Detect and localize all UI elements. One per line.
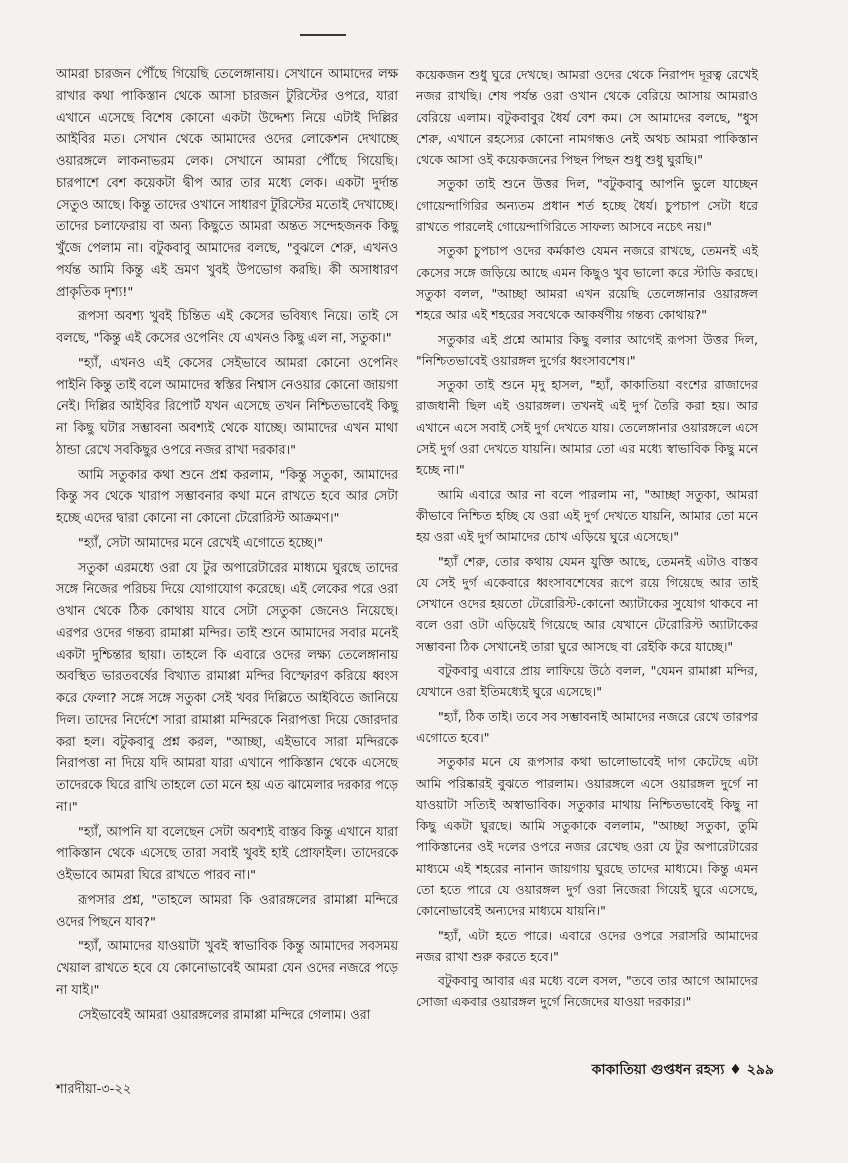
- paragraph: কয়েকজন শুধু ঘুরে দেখছে। আমরা ওদের থেকে নিরাপদ দূরত্ব রেখেই নজর রাখছি। শেষ পর্যন্ত ওরা ওখান থেকে বেরিয়ে আসায় আমরাও বেরিয়ে এলাম। বটুকবাবুর ধৈর্য বেশ কম। সে আমাদের বলছে, "ধুস শেরু, এখানে রহস্যের কোনো নামগন্ধও নেই অথচ আমরা পাকিস্তান থেকে আসা ওই কয়েকজনের পিছন পিছন শুধু শুধু ঘুরছি।": [416, 67, 758, 168]
- paragraph: আমি এবারে আর না বলে পারলাম না, "আচ্ছা সতুকা, আমরা কীভাবে নিশ্চিত হচ্ছি যে ওরা এই দুর্গ দেখতে যায়নি, আমার তো মনে হয় ওরা এই দুর্গ আমাদের চোখ এড়িয়ে ঘুরে এসেছে।": [416, 486, 758, 545]
- issue-label: শারদীয়া-৩-২২: [56, 1082, 132, 1097]
- paragraph: "হ্যাঁ, এখনও এই কেসের সেইভাবে আমরা কোনো ওপেনিং পাইনি কিন্তু তাই বলে আমাদের স্বস্তির নিশ্বাস নেওয়ার কোনো জায়গা নেই। দিল্লির আইবির রিপোর্ট যখন এসেছে তখন নিশ্চিতভাবেই কিছু না কিছু ঘটার সম্ভাবনা অবশ্যই থেকে যাচ্ছে। আমাদের এখন মাথা ঠান্ডা রেখে সবকিছুর ওপরে নজর রাখা দরকার।": [56, 355, 398, 458]
- paragraph: "হ্যাঁ, এটা হতে পারে। এবারে ওদের ওপরে সরাসরি আমাদের নজর রাখা শুরু করতে হবে।": [416, 927, 758, 964]
- paragraph: সতুকা তাই শুনে উত্তর দিল, "বটুকবাবু আপনি ভুলে যাচ্ছেন গোয়েন্দাগিরির অন্যতম প্রধান শর্ত হচ্ছে ধৈর্য। চুপচাপ সেটা ধরে রাখতে পারলেই গোয়েন্দাগিরিতে সাফল্য আসবে নচেৎ নয়।": [416, 176, 758, 235]
- paragraph: রূপসার প্রশ্ন, "তাহলে আমরা কি ওরারঙ্গলের রামাপ্পা মন্দিরে ওদের পিছনে যাব?": [56, 892, 398, 930]
- paragraph: সতুকার মনে যে রূপসার কথা ভালোভাবেই দাগ কেটেছে এটা আমি পরিষ্কারই বুঝতে পারলাম। ওয়ারঙ্গলে এসে ওয়ারঙ্গল দুর্গে না যাওয়াটা সত্যিই অস্বাভাবিক। সতুকার মাথায় নিশ্চিতভাবেই কিছু না কিছু একটা ঘুরছে। আমি সতুকাকে বললাম, "আচ্ছা সতুকা, তুমি পাকিস্তানের ওই দলের ওপরে নজর রেখেছ ওরা যে টুর অপারেটারের মাধ্যমে এই শহরের নানান জায়গায় ঘুরছে তাদের মাধ্যমে। কিন্তু এমন তো হতে পারে যে ওয়ারঙ্গল দুর্গ ওরা নিজেরা গিয়েই ঘুরে এসেছে, কোনোভাবেই অন্যদের মাধ্যমে যায়নি।": [416, 754, 758, 919]
- paragraph: আমি সতুকার কথা শুনে প্রশ্ন করলাম, "কিন্তু সতুকা, আমাদের কিন্তু সব থেকে খারাপ সম্ভাবনার কথা মনে রাখতে হবে আর সেটা হচ্ছে এদের দ্বারা কোনো না কোনো টেরোরিস্ট আক্রমণ।": [56, 467, 398, 526]
- paragraph: "হ্যাঁ, আপনি যা বলেছেন সেটা অবশ্যই বাস্তব কিন্তু এখানে যারা পাকিস্তান থেকে এসেছে তারা সবাই খুবই হাই প্রোফাইল। তাদেরকে ওইভাবে আমরা ঘিরে রাখতে পারব না।": [56, 824, 398, 883]
- paragraph: আমরা চারজন পৌঁছে গিয়েছি তেলেঙ্গানায়। সেখানে আমাদের লক্ষ রাখার কথা পাকিস্তান থেকে আসা চারজন টুরিস্টের ওপরে, যারা এখানে এসেছে বিশেষ কোনো একটা উদ্দেশ্য নিয়ে এটাই দিল্লির আইবির মত। সেখান থেকে আমাদের ওদের লোকেশন দেখাচ্ছে ওয়ারঙ্গলে লাকনাভরম লেক। সেখানে আমরা পৌঁছে গিয়েছি। চারপাশে বেশ কয়েকটা দ্বীপ আর তার মধ্যে লেক। একটা দুর্দান্ত সেতুও আছে। কিন্তু তাদের ওখানে সাধারণ টুরিস্টের মতোই দেখাচ্ছে। তাদের চলাফেরায় বা অন্য কিছুতে আমরা অন্তত সন্দেহজনক কিছু খুঁজে পেলাম না। বটুকবাবু আমাদের বলছে, "বুঝলে শেরু, এখনও পর্যন্ত আমি কিন্তু এই ভ্রমণ খুবই উপভোগ করছি। কী অসাধারণ প্রাকৃতিক দৃশ্য!": [56, 67, 398, 300]
- paragraph: বটুকবাবু এবারে প্রায় লাফিয়ে উঠে বলল, "যেমন রামাপ্পা মন্দির, যেখানে ওরা ইতিমধ্যেই ঘুরে এসেছে।": [416, 663, 758, 700]
- paragraph: সতুকা চুপচাপ ওদের কর্মকাণ্ড যেমন নজরে রাখছে, তেমনই এই কেসের সঙ্গে জড়িয়ে আছে এমন কিছুও খুব ভালো করে স্টাডি করছে। সতুকা বলল, "আচ্ছা আমরা এখন রয়েছি তেলেঙ্গানার ওয়ারঙ্গল শহরে আর এই শহরের সবথেকে আকর্ষণীয় গন্তব্য কোথায়?": [416, 243, 758, 323]
- left-column: [56, 64, 398, 1026]
- paragraph: সতুকা তাই শুনে মৃদু হাসল, "হ্যাঁ, কাকাতিয়া বংশের রাজাদের রাজধানী ছিল এই ওয়ারঙ্গল। তখনই এই দুর্গ তৈরি করা হয়। আর এখানে এসে সবাই সেই দুর্গ দেখতে যায়। তেলেঙ্গানার ওয়ারঙ্গলে এসে সেই দুর্গ ওরা দেখতে যায়নি। আমার তো এর মধ্যে স্বাভাবিক কিছু মনে হচ্ছে না।": [416, 377, 758, 478]
- paragraph: "হ্যাঁ, ঠিক তাই। তবে সব সম্ভাবনাই আমাদের নজরে রেখে তারপর এগোতে হবে।": [416, 708, 758, 745]
- right-column: [416, 64, 758, 1013]
- paragraph: বটুকবাবু আবার এর মধ্যে বলে বসল, "তবে তার আগে আমাদের সোজা একবার ওয়ারঙ্গল দুর্গে নিজেদের যাওয়া দরকার।": [416, 973, 758, 1010]
- paragraph: সতুকা এরমধ্যে ওরা যে টুর অপারেটারের মাধ্যমে ঘুরছে তাদের সঙ্গে নিজের পরিচয় দিয়ে যোগাযোগ করেছে। এই লেকের পরে ওরা ওখান থেকে ঠিক কোথায় যাবে সেটা সেতুকা জেনেও নিয়েছে। এরপর ওদের গন্তব্য রামাপ্পা মন্দির। তাই শুনে আমাদের সবার মনেই একটা দুশ্চিন্তার ছায়া। তাহলে কি এবারে ওদের লক্ষ্য তেলেঙ্গানায় অবস্থিত ভারতবর্ষের বিখ্যাত রামাপ্পা মন্দির বিস্ফোরণ করিয়ে ধ্বংস করে ফেলা? সঙ্গে সঙ্গে সতুকা সেই খবর দিল্লিতে আইবিতে জানিয়ে দিল। তাদের নির্দেশে সারা রামাপ্পা মন্দিরকে নিরাপত্তা দিয়ে জোরদার করা হল। বটুকবাবু প্রশ্ন করল, "আচ্ছা, এইভাবে সারা মন্দিরকে নিরাপত্তা না দিয়ে যদি আমরা যারা এখানে পাকিস্তান থেকে এসেছে তাদেরকে ঘিরে রাখি তাহলে তো মনে হয় এত ঝামেলার দরকার পড়ে না।": [56, 560, 398, 815]
- paragraph: "হ্যাঁ, সেটা আমাদের মনে রেখেই এগোতে হচ্ছে।": [78, 535, 324, 551]
- paragraph: সেইভাবেই আমরা ওয়ারঙ্গলের রামাপ্পা মন্দিরে গেলাম। ওরা: [78, 1007, 371, 1023]
- top-rule: [300, 34, 346, 36]
- paragraph: "হ্যাঁ, আমাদের যাওয়াটা খুবই স্বাভাবিক কিন্তু আমাদের সবসময় খেয়াল রাখতে হবে যে কোনোভাবেই আমরা যেন ওদের নজরে পড়ে না যাই।": [56, 939, 398, 998]
- paragraph: রূপসা অবশ্য খুবই চিন্তিত এই কেসের ভবিষ্যৎ নিয়ে। তাই সে বলছে, "কিন্তু এই কেসের ওপেনিং যে এখনও কিছু এল না, সতুকা।": [56, 309, 398, 346]
- running-title-page-number: কাকাতিয়া গুপ্তধন রহস্য ♦ ২৯৯: [591, 1062, 774, 1078]
- paragraph: "হ্যাঁ শেরু, তোর কথায় যেমন যুক্তি আছে, তেমনই এটাও বাস্তব যে সেই দুর্গ একেবারে ধ্বংসাবশেষের রূপে রয়ে গিয়েছে আর তাই সেখানে ওদের হয়তো টেরোরিস্ট-কোনো অ্যাটাকের সুযোগ থাকবে না বলে ওরা ওটা এড়িয়েই গিয়েছে আর যেখানে টেরোরিস্ট অ্যাটাকের সম্ভাবনা ঠিক সেখানেই তারা ঘুরে আসছে বা রেইকি করে যাচ্ছে।": [416, 553, 758, 654]
- paragraph: সতুকার এই প্রশ্নে আমার কিছু বলার আগেই রূপসা উত্তর দিল, "নিশ্চিতভাবেই ওয়ারঙ্গল দুর্গের ধ্বংসাবশেষ।": [416, 331, 758, 368]
